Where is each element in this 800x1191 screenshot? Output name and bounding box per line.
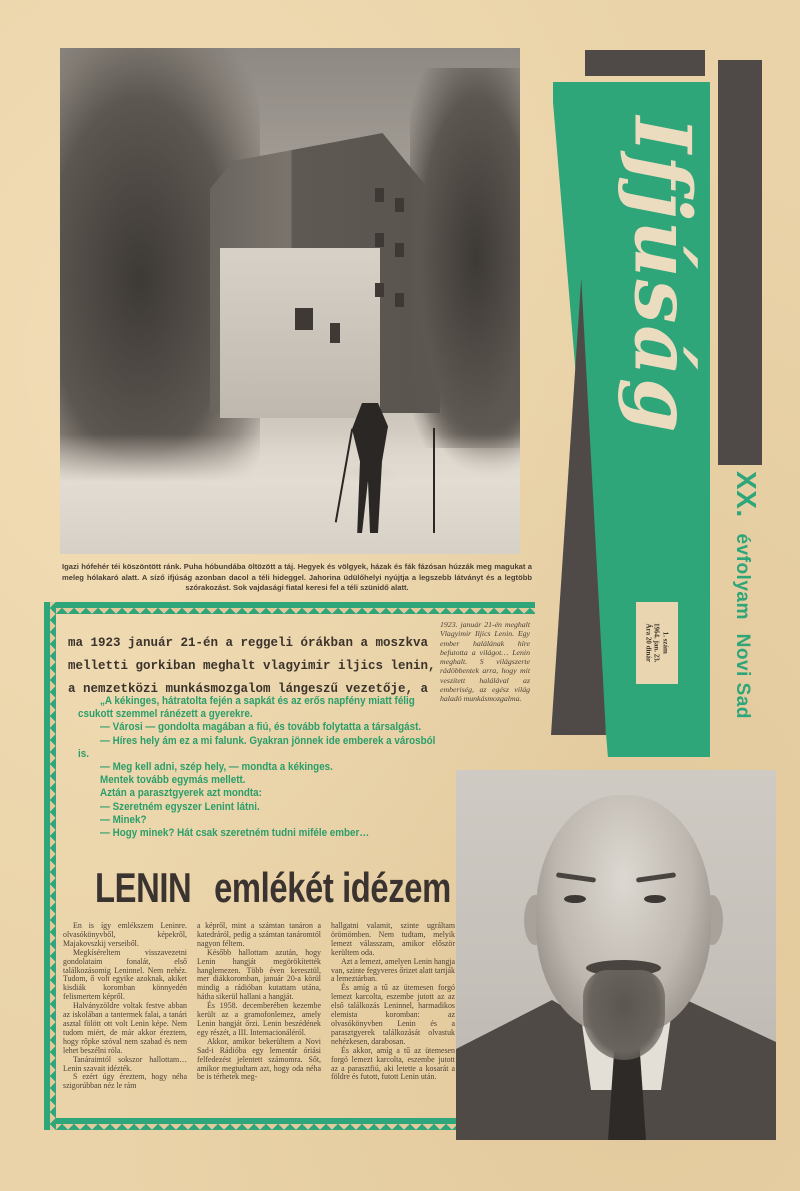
- typewriter-line: ma 1923 január 21-én a reggeli órákban a moszkva: [68, 636, 429, 650]
- lodge-window: [395, 293, 404, 307]
- lodge-window: [295, 308, 313, 330]
- quote-line: — Szeretném egyszer Lenint látni.: [100, 800, 260, 813]
- snowy-tree-right: [410, 68, 520, 448]
- masthead-title-text: Ifjúság: [616, 116, 708, 434]
- article-headline: [95, 860, 451, 916]
- masthead-right-bar: [718, 60, 762, 465]
- paragraph: hallgatni valamit, szinte ugráltam örömömben. Nem tudtam, melyik lemezt válasszam, amikor először kerültem oda.: [331, 922, 455, 957]
- ski-pole: [433, 428, 435, 533]
- lodge-window: [375, 233, 384, 247]
- photo-caption: Igazi hófehér téi köszöntött ránk. Puha hóbundába öltözött a táj. Hegyek és völgyek, házak és fák fázósan húzzák meg magukat a meleg hólakaró alatt. A síző ifjúság azonban dacol a téli hideggel. Jahorina üdülőhelyi nyújtja a legszebb látványt és a legtöbb szórakozást. Sok vajdasági fiatal keresi fel a téli szünidő alatt.: [62, 562, 532, 592]
- volume-line: [716, 471, 776, 719]
- issue-date: 1964. jan. 23.: [653, 623, 662, 663]
- paragraph: Én is így emlékszem Leninre. olvasókönyvből, képekről, Majakovszkij verseiből.: [63, 922, 187, 948]
- paragraph: Megkíséreltem visszavezetni gondolataim fonalát, első találkozásomig Leninnel. Nem nehéz. Tudom, ő volt egyike azoknak, akiket kisdiák koromban könnyedén felismertem képről.: [63, 947, 187, 1002]
- lodge-annex: [220, 248, 380, 418]
- lodge-window: [330, 323, 340, 343]
- zigzag-border-left: [44, 602, 56, 1130]
- paragraph: És akkor, amíg a tű az ütemesen forgó lemezt karcolta, eszembe jutott az a parasztfiú, aki letette a kosarát a földre és futott, futott Lenin után.: [331, 1045, 455, 1082]
- article-body: [63, 922, 455, 1125]
- paragraph: Halványzöldre voltak festve abban az iskolában a tantermek falai, a tanári asztal fölött ott volt Lenin képe. Nem tudom miért, de már akkor éreztem, hogy rőpke szóval nem szabad és nem lehet beszélni róla.: [63, 1001, 187, 1055]
- paragraph: Később hallottam azután, hogy Lenin hangját megörökítették hanglemezen. Több éven keresztül, mer diákkoromban, január 20-a körül mindig a rádióban kutattam utána, hátha sikerül hallani a hangját.: [197, 947, 321, 1002]
- volume-number: XX.: [731, 471, 763, 518]
- lodge-window: [395, 243, 404, 257]
- typewriter-line: melletti gorkiban meghalt vlagyimir iljics lenin,: [68, 659, 436, 673]
- green-quote: [78, 695, 443, 840]
- typewriter-line: a nemzetközi munkásmozgalom lángeszű vezetője, a: [68, 682, 429, 696]
- paragraph: Azt a lemezt, amelyen Lenin hangja van, szinte fegyveres őrizet alatt tartják a lemeztárban.: [331, 956, 455, 984]
- headline-rest: emlékét idézem: [214, 864, 451, 911]
- issue-info-box: [636, 602, 678, 684]
- quote-line: Aztán a parasztgyerek azt mondta:: [100, 787, 262, 800]
- article-column-2: [197, 922, 321, 1125]
- paragraph: S ezért úgy éreztem, hogy néha szigorúbban néz le rám: [63, 1072, 187, 1091]
- quote-line: — Városi — gondolta magában a fiú, és tovább folytatta a társalgást.: [100, 721, 422, 734]
- portrait-eye: [564, 895, 586, 903]
- lead-side-note: 1923. január 21-én meghalt Vlagyimir Iljics Lenin. Egy ember halálának híre befutotta a világot… Lenin meghalt. S világszerte rádöbbentek arra, hogy mit veszített halálával az emberiség, az egész világ haladó munkásmozgalma.: [440, 620, 530, 704]
- zigzag-border-top: [44, 602, 535, 614]
- lodge-window: [395, 198, 404, 212]
- winter-lodge-photo: [60, 48, 520, 554]
- volume-label: évfolyam: [732, 533, 754, 620]
- lenin-portrait: [456, 770, 776, 1140]
- portrait-beard: [583, 970, 665, 1060]
- masthead-top-bar: [585, 50, 705, 76]
- portrait-eye: [644, 895, 666, 903]
- paragraph: Tanáraimtól sokszor hallottam… Lenin szavait idézték.: [63, 1054, 187, 1073]
- quote-line: — Hogy minek? Hát csak szeretném tudni miféle ember…: [100, 827, 370, 840]
- masthead-title: [616, 110, 708, 440]
- paragraph: És 1958. decemberében kezembe került az a gramofonlemez, amely Lenin hangját őrzi. Lenin beszédének egy részét, a III. Internacionáléról.: [197, 1001, 321, 1037]
- issue-number: 1. szám: [661, 631, 670, 655]
- paragraph: Akkor, amikor bekerültem a Novi Sad-i Rádióba egy lementár óriási felfedezést jelentett számomra. Sőt, amikor megtudtam azt, hogy oda néha be is térhetek meg-: [197, 1036, 321, 1082]
- quote-line: Mentek tovább egymás mellett.: [100, 774, 246, 787]
- paragraph: És amíg a tű az ütemesen forgó lemezt karcolta, eszembe jutott az az első találkozás Leninnel, harmadikos elemista koromban: az olvasókönyvben Lenin és a parasztgyerek találkozását olvastuk nehézkesen, darabosan.: [331, 983, 455, 1046]
- snow-ground: [60, 434, 520, 554]
- typewriter-lead: [68, 632, 448, 701]
- headline-lenin: LENIN: [95, 864, 192, 911]
- lodge-window: [375, 283, 384, 297]
- quote-line: — Minek?: [100, 813, 147, 826]
- quote-line: — Meg kell adni, szép hely, — mondta a kékinges.: [100, 761, 333, 774]
- issue-price: Ára 20 dinár: [644, 623, 653, 663]
- city-name: Novi Sad: [732, 633, 754, 719]
- quote-line: — Híres hely ám ez a mi falunk. Gyakran jönnek ide emberek a városból is.: [78, 734, 436, 760]
- article-column-1: [63, 922, 187, 1125]
- quote-line: „A kékinges, hátratolta fején a sapkát és az erős napfény miatt félig csukott szemmel ránézett a gyerekre.: [78, 695, 415, 721]
- paragraph: a képről, mint a számtan tanáron a katedráról, pedig a számtan tanáromtól nagyon féltem.: [197, 922, 321, 948]
- lodge-window: [375, 188, 384, 202]
- article-column-3: [331, 922, 455, 1125]
